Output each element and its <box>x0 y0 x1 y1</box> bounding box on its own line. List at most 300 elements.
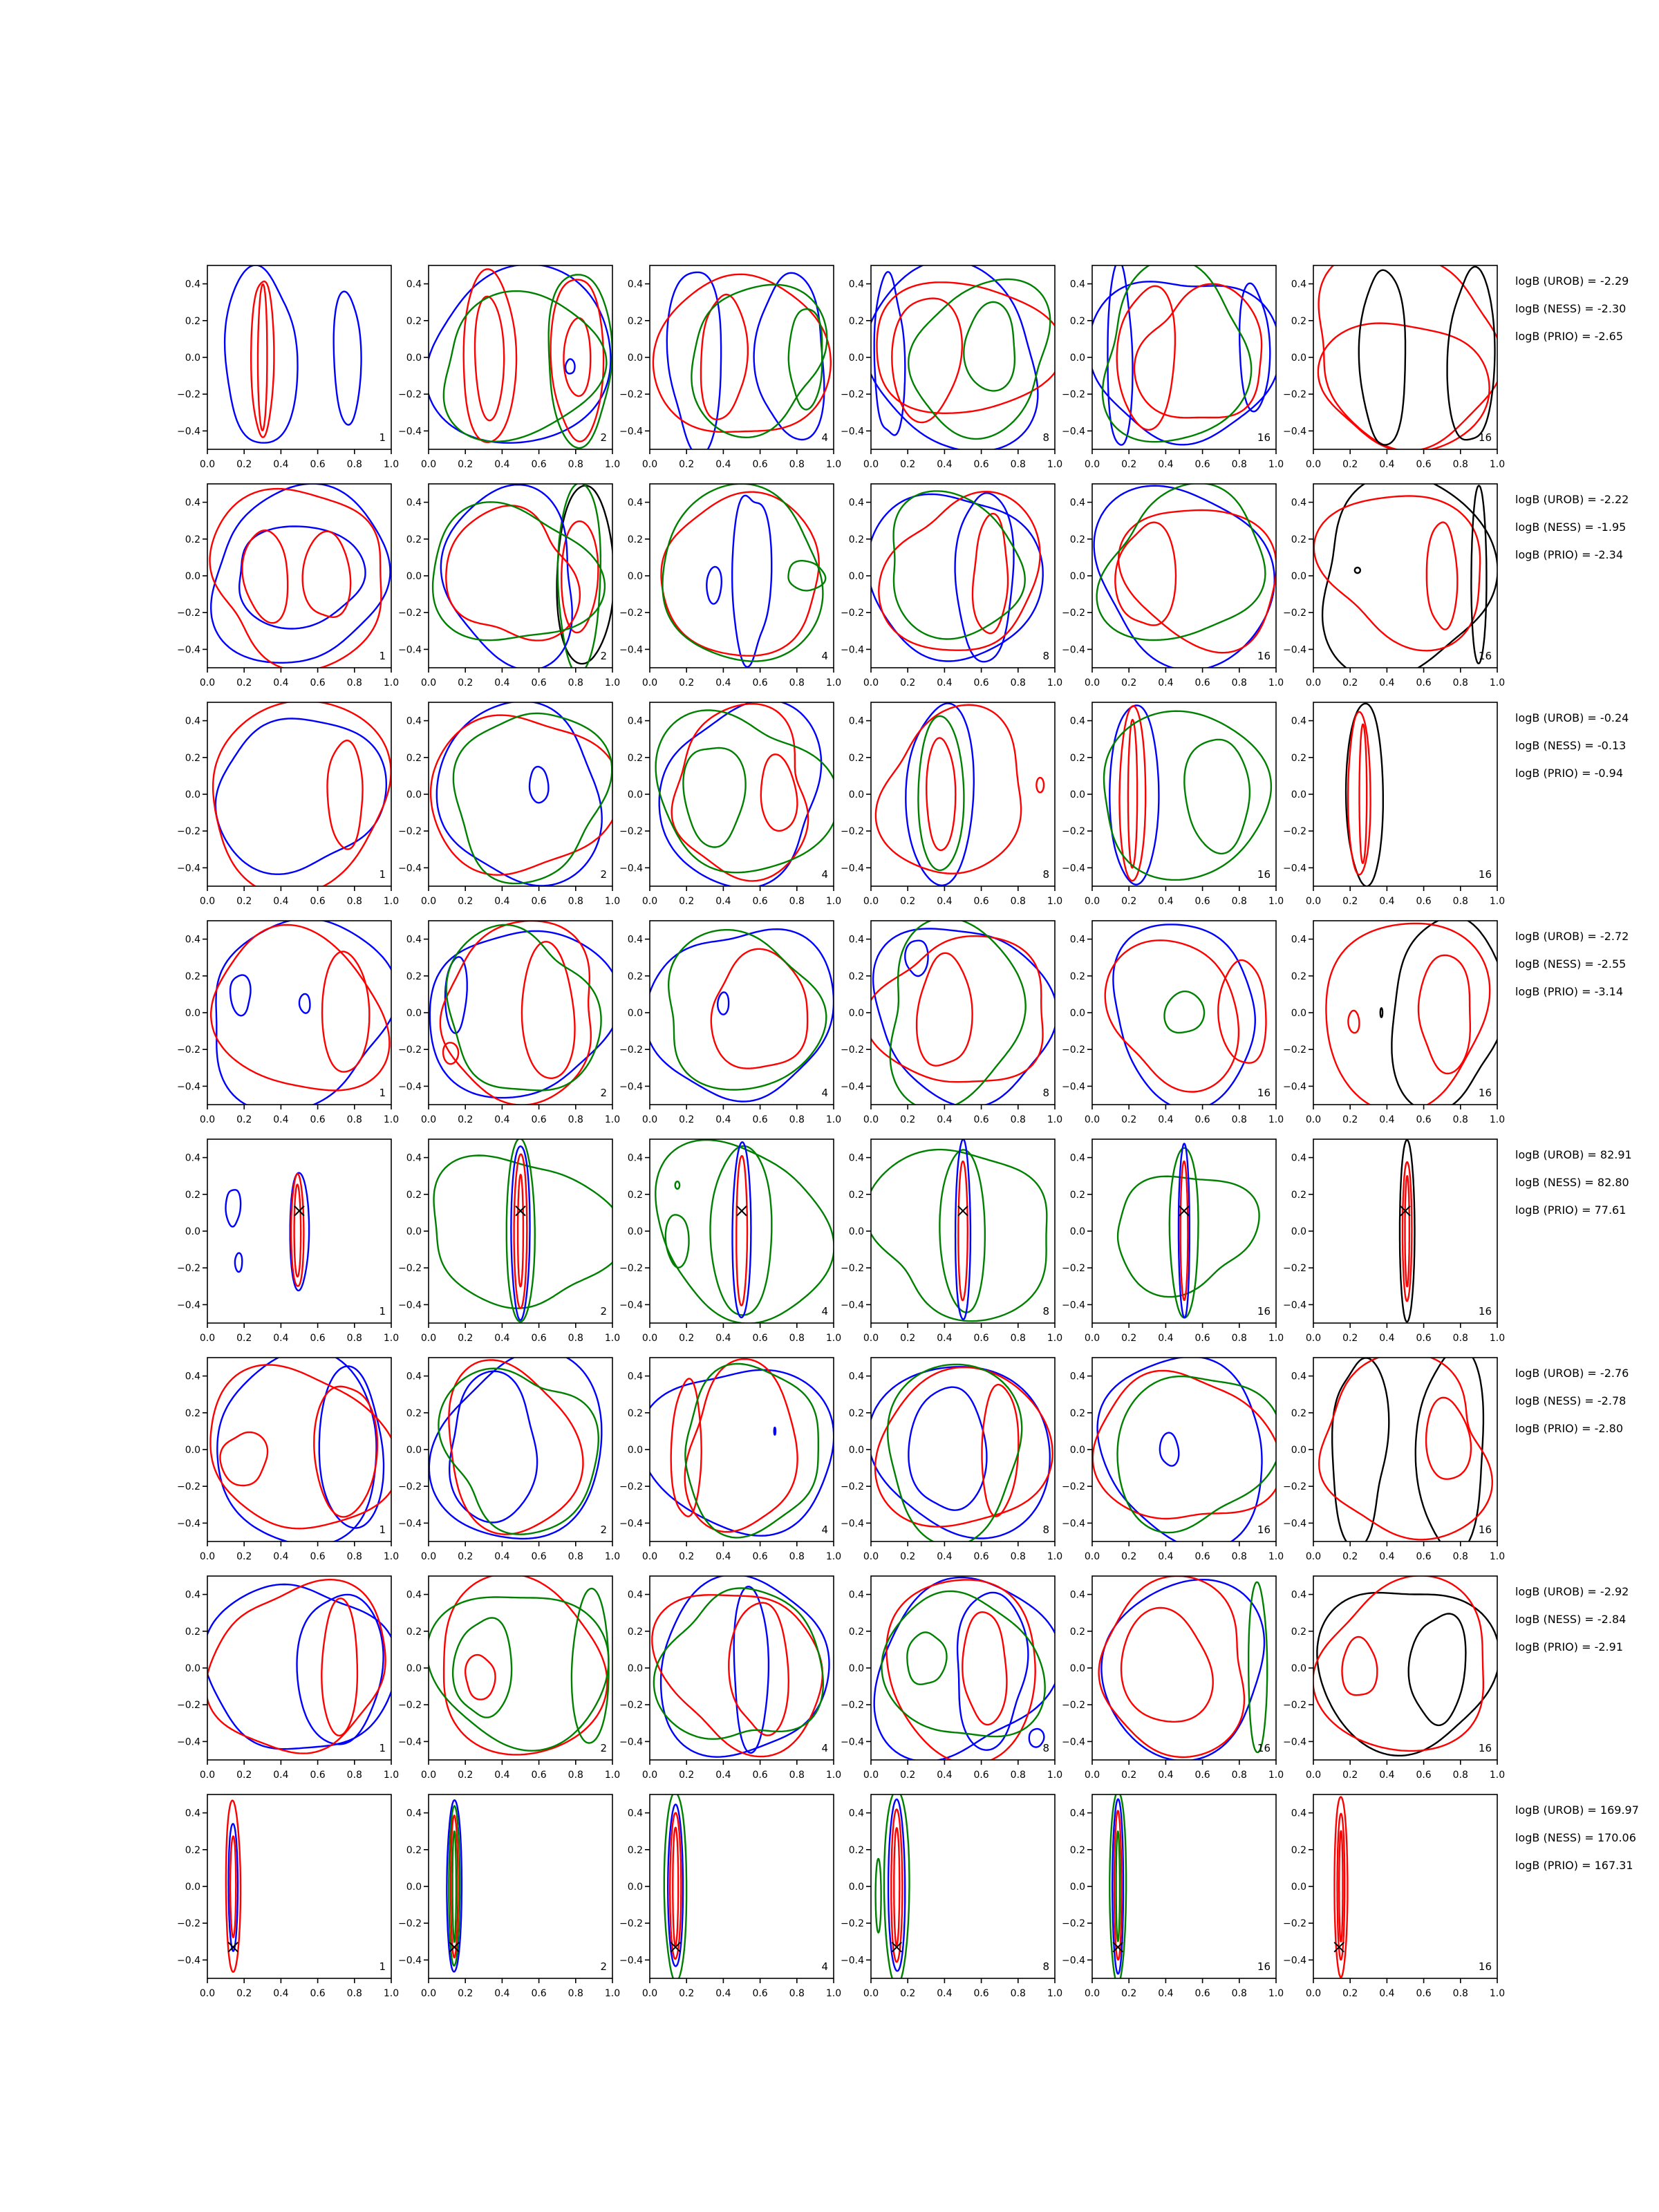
x-tick-label: 0.8 <box>346 1551 362 1562</box>
y-tick-label: 0.0 <box>848 1445 864 1456</box>
y-tick-label: −0.4 <box>398 1300 422 1311</box>
y-tick-label: 0.4 <box>406 715 422 727</box>
x-tick-label: 0.8 <box>1010 459 1026 470</box>
contour-red <box>210 489 382 671</box>
x-tick-label: 0.8 <box>346 1114 362 1125</box>
y-tick-label: 0.2 <box>185 315 200 327</box>
contour-group <box>431 702 620 886</box>
panel-r7-c1 <box>177 1576 399 1781</box>
x-tick-label: 0.4 <box>273 459 289 470</box>
x-tick-label: 0.2 <box>458 1551 474 1562</box>
x-tick-label: 0.8 <box>1452 1551 1468 1562</box>
x-tick-label: 0.6 <box>973 1333 989 1344</box>
x-tick-label: 0.0 <box>641 1114 658 1125</box>
contour-group <box>655 1140 834 1324</box>
panel-label: 16 <box>1478 1524 1492 1536</box>
y-tick-label: 0.2 <box>627 752 643 764</box>
x-tick-label: 0.0 <box>641 677 658 688</box>
x-tick-label: 0.2 <box>679 896 695 907</box>
contour-group <box>1093 1357 1282 1549</box>
panel-label: 4 <box>821 1960 828 1973</box>
x-tick-label: 0.4 <box>1158 1988 1174 1999</box>
x-tick-label: 0.8 <box>346 459 362 470</box>
panel-label: 2 <box>600 650 607 662</box>
x-tick-label: 0.4 <box>1158 1551 1174 1562</box>
x-tick-label: 0.8 <box>568 896 583 907</box>
x-tick-label: 1.0 <box>1268 1114 1284 1125</box>
contour-red <box>673 1828 678 1946</box>
contour-red <box>1218 960 1266 1063</box>
panel-label: 4 <box>821 1305 828 1318</box>
panel-label: 8 <box>1042 1960 1049 1973</box>
y-tick-label: −0.2 <box>177 1700 200 1712</box>
y-tick-label: 0.2 <box>848 971 864 982</box>
y-tick-label: 0.4 <box>848 1808 864 1819</box>
x-tick-label: 0.2 <box>679 1551 695 1562</box>
logb-text: logB (UROB) = 169.97 <box>1515 1803 1639 1817</box>
contour-group <box>1099 1576 1268 1761</box>
y-tick-label: 0.0 <box>848 1882 864 1893</box>
axes-frame <box>429 921 612 1105</box>
contour-red <box>1181 1161 1188 1300</box>
x-tick-label: 1.0 <box>383 1333 400 1344</box>
contour-group <box>211 919 397 1112</box>
y-tick-label: 0.2 <box>1291 971 1306 982</box>
y-tick-label: 0.2 <box>1291 752 1306 764</box>
x-tick-label: 0.6 <box>310 1333 326 1344</box>
x-tick-label: 0.0 <box>420 1333 437 1344</box>
y-tick-label: 0.2 <box>1069 1189 1085 1201</box>
panel-r2-c6 <box>1283 474 1505 688</box>
x-tick-label: 0.8 <box>789 1988 805 1999</box>
contour-red <box>891 1810 902 1962</box>
x-tick-label: 1.0 <box>604 459 621 470</box>
contour-red <box>303 532 351 617</box>
x-tick-label: 0.4 <box>1158 1114 1174 1125</box>
panel-label: 2 <box>600 1742 607 1754</box>
y-tick-label: −0.4 <box>398 1518 422 1530</box>
x-tick-label: 0.2 <box>1121 459 1137 470</box>
contour-black <box>1355 568 1360 573</box>
x-tick-label: 0.0 <box>641 1551 658 1562</box>
contour-red <box>475 297 504 420</box>
panel-r3-c2 <box>398 702 620 908</box>
x-tick-label: 0.0 <box>1084 1551 1100 1562</box>
x-tick-label: 0.8 <box>1010 1333 1026 1344</box>
x-tick-label: 0.0 <box>641 1333 658 1344</box>
x-tick-label: 0.4 <box>937 1551 953 1562</box>
contour-group <box>1346 704 1383 886</box>
contour-group <box>204 1580 397 1754</box>
x-tick-label: 0.0 <box>199 896 216 907</box>
panel-r1-c3 <box>619 265 841 470</box>
x-tick-label: 0.6 <box>973 1551 989 1562</box>
x-tick-label: 0.0 <box>863 1770 879 1781</box>
x-tick-label: 0.4 <box>1379 1988 1395 1999</box>
contour-group <box>1313 1575 1499 1755</box>
x-tick-label: 1.0 <box>383 1988 400 1999</box>
x-tick-label: 0.4 <box>937 1333 953 1344</box>
contour-group <box>433 483 614 674</box>
contour-red <box>1405 1176 1409 1286</box>
y-tick-label: −0.2 <box>619 1044 643 1056</box>
y-tick-label: −0.2 <box>619 608 643 619</box>
x-tick-label: 0.2 <box>236 677 252 688</box>
y-tick-label: 0.4 <box>185 1152 200 1164</box>
contour-green <box>789 309 822 409</box>
contour-blue <box>297 1595 384 1745</box>
contour-group <box>429 1351 602 1539</box>
x-tick-label: 0.6 <box>1194 896 1210 907</box>
y-tick-label: 0.4 <box>185 715 200 727</box>
panel-r4-c1 <box>177 919 399 1125</box>
y-tick-label: 0.0 <box>1069 571 1085 582</box>
y-tick-label: −0.4 <box>177 1955 200 1967</box>
y-tick-label: 0.2 <box>406 1407 422 1419</box>
x-tick-label: 1.0 <box>1268 1988 1284 1999</box>
contour-group <box>1319 1347 1492 1553</box>
contour-red <box>879 491 1040 650</box>
panel-label: 16 <box>1257 868 1271 881</box>
contour-red <box>1342 1637 1378 1695</box>
y-tick-label: 0.2 <box>627 315 643 327</box>
contour-red <box>926 738 955 850</box>
axes-frame <box>207 921 391 1105</box>
contour-green <box>1184 740 1250 854</box>
logb-text: logB (UROB) = -2.72 <box>1515 930 1629 943</box>
y-tick-label: −0.4 <box>177 426 200 438</box>
y-tick-label: 0.2 <box>1069 1844 1085 1856</box>
contour-group <box>1314 474 1498 679</box>
x-tick-label: 0.6 <box>973 896 989 907</box>
y-tick-label: 0.0 <box>185 789 200 800</box>
y-tick-label: 0.4 <box>1069 715 1085 727</box>
contour-red <box>1121 1608 1213 1722</box>
panel-r6-c2 <box>398 1351 620 1562</box>
x-tick-label: 0.4 <box>937 459 953 470</box>
axes-frame <box>207 702 391 886</box>
y-tick-label: −0.4 <box>398 1955 422 1967</box>
y-tick-label: 0.0 <box>1069 1008 1085 1019</box>
x-tick-label: 0.4 <box>273 1114 289 1125</box>
panel-r8-c1 <box>177 1794 399 1999</box>
contour-green <box>683 748 745 847</box>
x-tick-label: 0.4 <box>937 677 953 688</box>
x-tick-label: 0.2 <box>458 896 474 907</box>
contour-red <box>1339 1831 1342 1942</box>
x-tick-label: 0.8 <box>1452 1333 1468 1344</box>
contour-green <box>438 1369 598 1535</box>
x-tick-label: 1.0 <box>1047 1551 1063 1562</box>
x-tick-label: 0.8 <box>346 896 362 907</box>
x-tick-label: 0.6 <box>1416 677 1432 688</box>
x-tick-label: 0.2 <box>1342 1770 1358 1781</box>
y-tick-label: 0.0 <box>406 1663 422 1674</box>
y-tick-label: 0.0 <box>185 353 200 364</box>
y-tick-label: −0.4 <box>1062 1300 1085 1311</box>
x-tick-label: 1.0 <box>383 459 400 470</box>
panel-r2-c2 <box>398 483 620 688</box>
logb-text: logB (NESS) = 170.06 <box>1515 1831 1636 1844</box>
contour-green <box>876 1859 881 1933</box>
contour-red <box>328 740 363 849</box>
contour-green <box>453 1831 456 1942</box>
x-tick-label: 0.2 <box>1342 1551 1358 1562</box>
y-tick-label: −0.2 <box>177 389 200 401</box>
y-tick-label: −0.4 <box>398 426 422 438</box>
y-tick-label: −0.4 <box>841 426 864 438</box>
y-tick-label: −0.2 <box>1062 1918 1085 1930</box>
x-tick-label: 0.2 <box>1121 896 1137 907</box>
y-tick-label: 0.0 <box>406 571 422 582</box>
panel-r7-c6 <box>1283 1575 1505 1781</box>
panel-r4-c5 <box>1062 921 1284 1125</box>
x-tick-label: 0.6 <box>1194 1988 1210 1999</box>
y-tick-label: −0.2 <box>398 1918 422 1930</box>
x-tick-label: 0.0 <box>199 1770 216 1781</box>
panel-label: 2 <box>600 1087 607 1099</box>
x-tick-label: 1.0 <box>604 1988 621 1999</box>
x-tick-label: 0.6 <box>752 1551 768 1562</box>
y-tick-label: 0.2 <box>848 315 864 327</box>
contour-red <box>1427 523 1457 630</box>
contour-blue <box>1029 1729 1044 1747</box>
contour-group <box>865 1139 1047 1321</box>
panel-r8-c4 <box>841 1790 1062 1999</box>
x-tick-label: 1.0 <box>604 896 621 907</box>
x-tick-label: 0.4 <box>494 896 510 907</box>
x-tick-label: 0.2 <box>679 1114 695 1125</box>
y-tick-label: −0.2 <box>1283 1263 1306 1275</box>
y-tick-label: 0.4 <box>627 279 643 290</box>
x-tick-label: 0.6 <box>752 896 768 907</box>
contour-blue <box>226 1190 241 1226</box>
logb-text: logB (UROB) = -2.92 <box>1515 1585 1629 1598</box>
x-tick-label: 1.0 <box>1268 1551 1284 1562</box>
panel-r5-c4 <box>841 1139 1062 1344</box>
x-tick-label: 0.4 <box>715 1770 731 1781</box>
x-tick-label: 0.4 <box>715 1114 731 1125</box>
x-tick-label: 1.0 <box>1489 1551 1506 1562</box>
contour-red <box>464 269 516 442</box>
panel-r2-c1 <box>177 484 399 688</box>
x-tick-label: 0.6 <box>310 1988 326 1999</box>
y-tick-label: 0.2 <box>627 534 643 545</box>
y-tick-label: −0.4 <box>841 863 864 874</box>
x-tick-label: 1.0 <box>1047 1114 1063 1125</box>
y-tick-label: 0.0 <box>1291 1226 1306 1237</box>
x-tick-label: 0.8 <box>568 459 583 470</box>
panel-label: 16 <box>1478 1742 1492 1754</box>
x-tick-label: 0.4 <box>494 677 510 688</box>
x-tick-label: 0.0 <box>1084 1114 1100 1125</box>
panel-r1-c5 <box>1062 259 1284 470</box>
y-tick-label: −0.4 <box>1283 1081 1306 1093</box>
y-tick-label: 0.4 <box>848 1152 864 1164</box>
contour-group <box>427 1574 609 1755</box>
contour-blue <box>1160 1433 1179 1466</box>
x-tick-label: 1.0 <box>604 677 621 688</box>
panel-r7-c5 <box>1062 1576 1284 1781</box>
x-tick-label: 0.2 <box>1342 1333 1358 1344</box>
contour-red <box>876 705 1021 874</box>
y-tick-label: −0.2 <box>1062 826 1085 838</box>
y-tick-label: −0.4 <box>841 1955 864 1967</box>
y-tick-label: −0.2 <box>619 389 643 401</box>
contour-green <box>1170 1148 1199 1318</box>
panel-label: 16 <box>1257 1305 1271 1318</box>
panel-r6-c3 <box>619 1358 841 1562</box>
panel-label: 16 <box>1257 1742 1271 1754</box>
y-tick-label: −0.4 <box>177 1300 200 1311</box>
y-tick-label: 0.0 <box>627 1226 643 1237</box>
panel-label: 2 <box>600 431 607 444</box>
axes-frame <box>650 702 834 886</box>
x-tick-label: 0.4 <box>494 1114 510 1125</box>
y-tick-label: 0.0 <box>185 1008 200 1019</box>
x-tick-label: 0.4 <box>937 896 953 907</box>
x-tick-label: 0.0 <box>1305 677 1322 688</box>
x-tick-label: 0.8 <box>1231 1551 1247 1562</box>
y-tick-label: −0.2 <box>841 389 864 401</box>
y-tick-label: 0.4 <box>627 497 643 509</box>
x-tick-label: 0.0 <box>1305 1770 1322 1781</box>
panel-label: 8 <box>1042 868 1049 881</box>
contour-group <box>876 1790 910 1985</box>
y-tick-label: 0.2 <box>848 1844 864 1856</box>
x-tick-label: 0.0 <box>1084 1770 1100 1781</box>
contour-group <box>1094 483 1277 671</box>
panel-label: 16 <box>1478 1960 1492 1973</box>
x-tick-label: 1.0 <box>1489 459 1506 470</box>
x-tick-label: 0.0 <box>641 459 658 470</box>
contour-red <box>322 952 369 1072</box>
y-tick-label: −0.2 <box>1283 1044 1306 1056</box>
y-tick-label: 0.4 <box>1291 1589 1306 1601</box>
x-tick-label: 0.4 <box>937 1114 953 1125</box>
contour-red <box>294 1185 301 1277</box>
contour-black <box>1359 270 1405 445</box>
panel-r7-c4 <box>841 1576 1062 1781</box>
contour-red <box>761 754 798 831</box>
x-tick-label: 1.0 <box>1489 1333 1506 1344</box>
panel-r8-c6 <box>1283 1794 1505 1999</box>
y-tick-label: −0.4 <box>398 1736 422 1748</box>
y-tick-label: −0.2 <box>398 1481 422 1493</box>
x-tick-label: 1.0 <box>1489 1114 1506 1125</box>
y-tick-label: 0.0 <box>1069 353 1085 364</box>
y-tick-label: 0.2 <box>1069 971 1085 982</box>
panel-label: 16 <box>1478 650 1492 662</box>
y-tick-label: 0.0 <box>406 353 422 364</box>
y-tick-label: 0.4 <box>1291 497 1306 509</box>
panel-r8-c2 <box>398 1794 620 1999</box>
y-tick-label: 0.2 <box>627 971 643 982</box>
x-tick-label: 0.8 <box>1231 677 1247 688</box>
x-tick-label: 1.0 <box>825 1770 842 1781</box>
panel-r4-c3 <box>619 921 841 1125</box>
y-tick-label: 0.4 <box>1291 934 1306 946</box>
panel-label: 4 <box>821 1742 828 1754</box>
y-tick-label: 0.4 <box>406 934 422 946</box>
x-tick-label: 0.2 <box>1342 1114 1358 1125</box>
contour-blue <box>718 992 729 1014</box>
y-tick-label: −0.2 <box>177 1263 200 1275</box>
contour-blue <box>565 359 575 373</box>
x-tick-label: 0.0 <box>420 1551 437 1562</box>
contour-red <box>206 1580 386 1754</box>
x-tick-label: 0.0 <box>420 1114 437 1125</box>
y-tick-label: 0.2 <box>406 752 422 764</box>
x-tick-label: 0.8 <box>1010 677 1026 688</box>
y-tick-label: −0.2 <box>398 1263 422 1275</box>
panel-r8-c5 <box>1062 1792 1284 1999</box>
y-tick-label: 0.2 <box>185 752 200 764</box>
logb-text: logB (PRIO) = -0.94 <box>1515 767 1623 780</box>
y-tick-label: −0.2 <box>619 1918 643 1930</box>
contour-red <box>1403 1162 1412 1301</box>
logb-text: logB (PRIO) = -2.34 <box>1515 548 1623 561</box>
x-tick-label: 0.0 <box>1084 1988 1100 1999</box>
x-tick-label: 1.0 <box>1047 896 1063 907</box>
contour-group <box>430 921 621 1105</box>
y-tick-label: −0.4 <box>398 1081 422 1093</box>
y-tick-label: −0.4 <box>619 1736 643 1748</box>
y-tick-label: 0.4 <box>185 497 200 509</box>
y-tick-label: 0.0 <box>185 1882 200 1893</box>
panel-label: 8 <box>1042 431 1049 444</box>
y-tick-label: 0.4 <box>406 1808 422 1819</box>
x-tick-label: 0.2 <box>1342 459 1358 470</box>
x-tick-label: 0.8 <box>346 677 362 688</box>
x-tick-label: 0.2 <box>458 1988 474 1999</box>
x-tick-label: 0.2 <box>1121 1988 1137 1999</box>
true-value-marker <box>737 1206 747 1216</box>
panel-r4-c2 <box>398 921 621 1125</box>
y-tick-label: 0.2 <box>627 1407 643 1419</box>
x-tick-label: 0.4 <box>273 1551 289 1562</box>
x-tick-label: 0.6 <box>752 1333 768 1344</box>
contour-green <box>907 1632 946 1684</box>
y-tick-label: 0.0 <box>848 1226 864 1237</box>
panel-label: 1 <box>379 1960 386 1973</box>
x-tick-label: 0.6 <box>1194 1770 1210 1781</box>
x-tick-label: 0.2 <box>236 1333 252 1344</box>
y-tick-label: 0.4 <box>848 934 864 946</box>
y-tick-label: 0.2 <box>406 1626 422 1638</box>
y-tick-label: 0.2 <box>848 1407 864 1419</box>
contour-black <box>1332 1358 1389 1548</box>
y-tick-label: 0.4 <box>1069 934 1085 946</box>
y-tick-label: −0.4 <box>1283 1955 1306 1967</box>
panel-label: 16 <box>1257 650 1271 662</box>
x-tick-label: 0.4 <box>1379 1551 1395 1562</box>
y-tick-label: 0.4 <box>848 715 864 727</box>
x-tick-label: 0.2 <box>900 1333 916 1344</box>
y-tick-label: 0.2 <box>1069 534 1085 545</box>
contour-blue <box>732 496 771 667</box>
logb-text: logB (NESS) = 82.80 <box>1515 1176 1629 1189</box>
y-tick-label: −0.2 <box>398 1700 422 1712</box>
contour-group <box>874 1577 1061 1764</box>
panel-label: 2 <box>600 1305 607 1318</box>
x-tick-label: 0.0 <box>420 677 437 688</box>
y-tick-label: 0.4 <box>185 1808 200 1819</box>
y-tick-label: 0.2 <box>1069 1407 1085 1419</box>
x-tick-label: 0.8 <box>1452 1988 1468 1999</box>
x-tick-label: 0.6 <box>1416 1114 1432 1125</box>
contour-red <box>465 1655 495 1700</box>
